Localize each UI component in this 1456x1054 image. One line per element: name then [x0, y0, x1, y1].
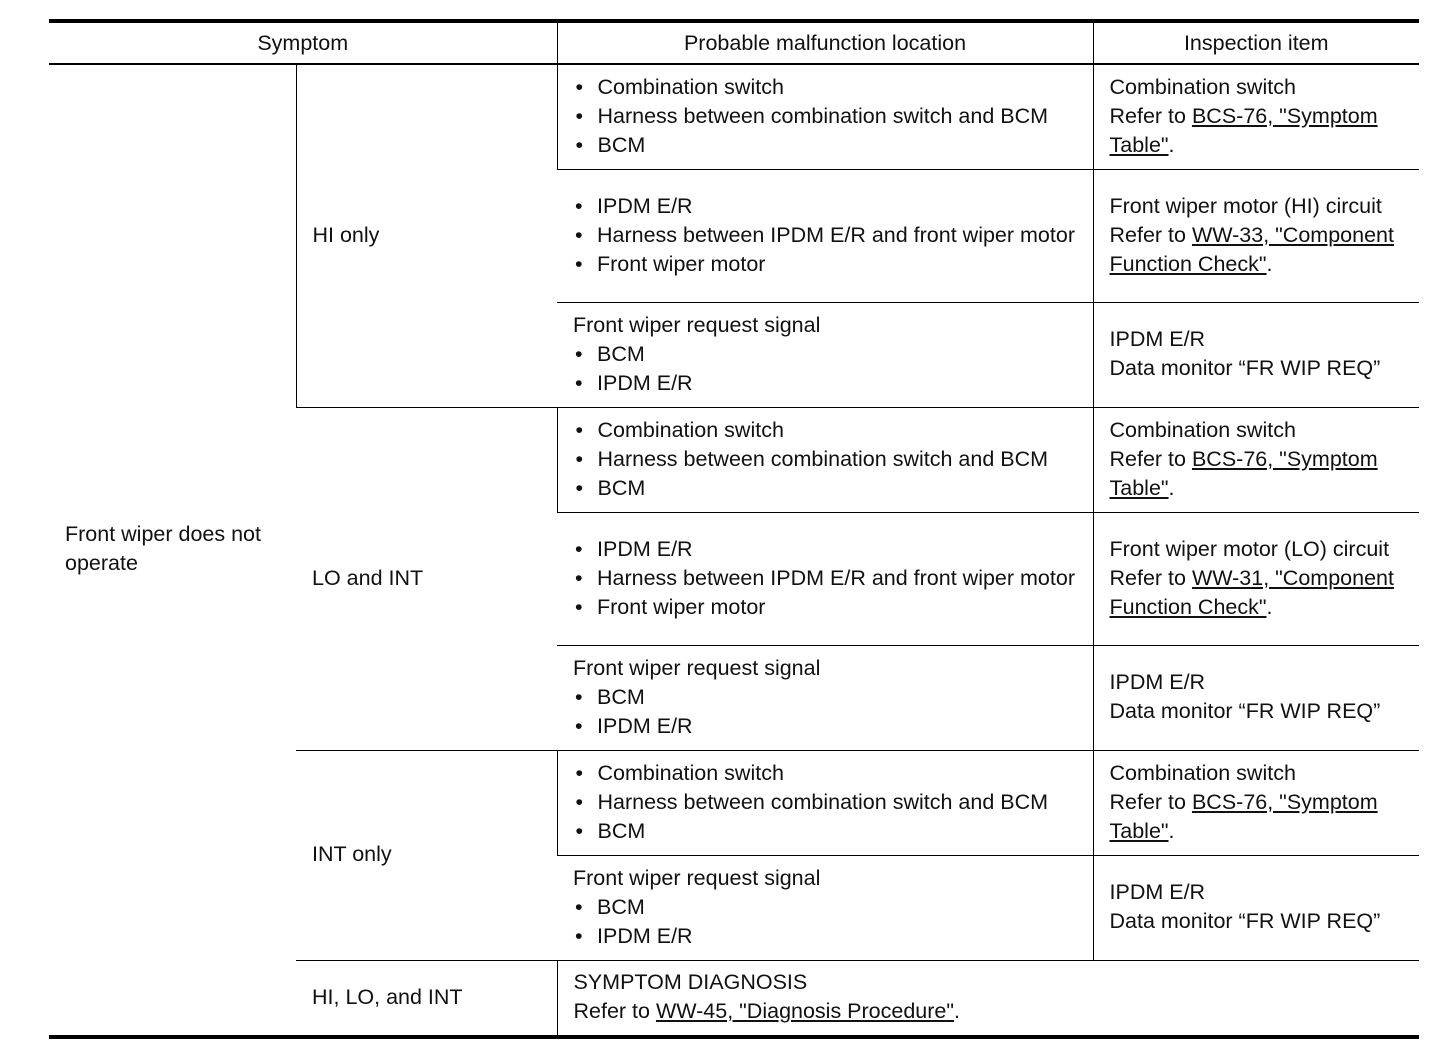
inspection-ref: [1110, 788, 1416, 846]
list-item: • BCM: [574, 131, 1085, 160]
location-list: [573, 893, 1085, 951]
location-cell: [557, 646, 1093, 751]
list-item: • BCM: [573, 340, 1085, 369]
inspection-cell: [1093, 408, 1419, 513]
ref-suffix: .: [1168, 475, 1175, 500]
location-cell: [557, 751, 1093, 856]
list-item: • BCM: [573, 893, 1085, 922]
inspection-detail: Data monitor “FR WIP REQ”: [1109, 909, 1381, 933]
inspection-cell: [1093, 64, 1419, 170]
diagnosis-title: SYMPTOM DIAGNOSIS: [573, 970, 808, 994]
diagnosis-cell: [557, 961, 1419, 1038]
location-list: [573, 535, 1085, 622]
inspection-cell: [1093, 646, 1419, 751]
location-list: [573, 340, 1085, 398]
inspection-ref: [1110, 564, 1416, 622]
location-list: [573, 192, 1085, 279]
inspection-ref: [1110, 221, 1416, 279]
inspection-cell: [1093, 170, 1419, 303]
inspection-cell: [1093, 751, 1419, 856]
list-item: • Front wiper motor: [573, 593, 1085, 622]
inspection-detail: Data monitor “FR WIP REQ”: [1109, 356, 1381, 380]
list-item: • BCM: [574, 817, 1085, 846]
list-item: • Combination switch: [574, 73, 1085, 102]
list-item: • Front wiper motor: [573, 250, 1085, 279]
inspection-title: Combination switch: [1109, 417, 1296, 442]
list-item: • BCM: [574, 474, 1085, 503]
inspection-title: IPDM E/R: [1109, 670, 1206, 694]
inspection-cell: [1093, 856, 1419, 961]
refer-to-text: Refer to: [1109, 222, 1192, 247]
reference-link[interactable]: WW-45, "Diagnosis Procedure": [655, 999, 955, 1023]
header-row: [49, 21, 1419, 64]
location-list: [574, 416, 1085, 503]
list-item: • IPDM E/R: [573, 192, 1085, 221]
reference-link[interactable]: BCS-76, "Symptom Table": [1109, 103, 1378, 157]
refer-to-text: Refer to: [1109, 565, 1192, 590]
location-list: [574, 759, 1085, 846]
reference-link[interactable]: BCS-76, "Symptom Table": [1109, 446, 1378, 500]
inspection-ref: [1110, 102, 1416, 160]
ref-suffix: .: [1266, 594, 1273, 619]
inspection-title: Combination switch: [1109, 74, 1296, 99]
list-item: • BCM: [573, 683, 1085, 712]
list-item: • Harness between IPDM E/R and front wiper motor: [573, 221, 1085, 250]
inspection-title: IPDM E/R: [1109, 327, 1206, 351]
inspection-title: Front wiper motor (LO) circuit: [1109, 536, 1390, 561]
refer-to-text: Refer to: [1109, 446, 1192, 471]
location-list: [573, 683, 1085, 741]
reference-link[interactable]: WW-31, "Component Function Check": [1109, 565, 1394, 619]
diagnosis-ref: [574, 997, 1412, 1026]
inspection-title: Combination switch: [1109, 760, 1296, 785]
location-cell: [557, 64, 1093, 170]
header-inspection: Inspection item: [1093, 21, 1419, 64]
inspection-title: Front wiper motor (HI) circuit: [1109, 193, 1382, 218]
location-heading: Front wiper request signal: [573, 312, 821, 337]
refer-to-text: Refer to: [1109, 103, 1192, 128]
table-row: [49, 64, 1419, 170]
location-cell: [557, 513, 1093, 646]
reference-link[interactable]: WW-33, "Component Function Check": [1109, 222, 1394, 276]
location-list: [574, 73, 1085, 160]
list-item: • Harness between IPDM E/R and front wiper motor: [573, 564, 1085, 593]
ref-suffix: .: [1168, 818, 1175, 843]
symptom-table: [49, 19, 1419, 1039]
location-cell: [557, 303, 1093, 408]
location-heading: Front wiper request signal: [573, 655, 821, 680]
list-item: • IPDM E/R: [573, 712, 1085, 741]
mode-lo-and-int: LO and INT: [296, 408, 557, 751]
mode-hi-lo-int: HI, LO, and INT: [296, 961, 557, 1038]
list-item: • IPDM E/R: [573, 922, 1085, 951]
list-item: • IPDM E/R: [573, 535, 1085, 564]
list-item: • IPDM E/R: [573, 369, 1085, 398]
inspection-detail: Data monitor “FR WIP REQ”: [1109, 699, 1381, 723]
list-item: • Harness between combination switch and BCM: [574, 445, 1085, 474]
list-item: • Harness between combination switch and BCM: [574, 102, 1085, 131]
list-item: • Combination switch: [574, 416, 1085, 445]
location-cell: [557, 408, 1093, 513]
inspection-title: IPDM E/R: [1109, 880, 1206, 904]
ref-suffix: .: [1266, 251, 1273, 276]
refer-to-text: Refer to: [573, 999, 656, 1023]
ref-suffix: .: [1168, 132, 1175, 157]
mode-int-only: INT only: [296, 751, 557, 961]
list-item: • Harness between combination switch and BCM: [574, 788, 1085, 817]
header-symptom: Symptom: [49, 21, 557, 64]
mode-hi-only: HI only: [296, 64, 557, 408]
reference-link[interactable]: BCS-76, "Symptom Table": [1109, 789, 1378, 843]
inspection-cell: [1093, 303, 1419, 408]
main-symptom: Front wiper does not operate: [49, 64, 296, 1037]
location-heading: Front wiper request signal: [573, 865, 821, 890]
ref-suffix: .: [954, 999, 960, 1023]
location-cell: [557, 856, 1093, 961]
inspection-cell: [1093, 513, 1419, 646]
inspection-ref: [1110, 445, 1416, 503]
refer-to-text: Refer to: [1109, 789, 1192, 814]
location-cell: [557, 170, 1093, 303]
list-item: • Combination switch: [574, 759, 1085, 788]
header-location: Probable malfunction location: [557, 21, 1093, 64]
